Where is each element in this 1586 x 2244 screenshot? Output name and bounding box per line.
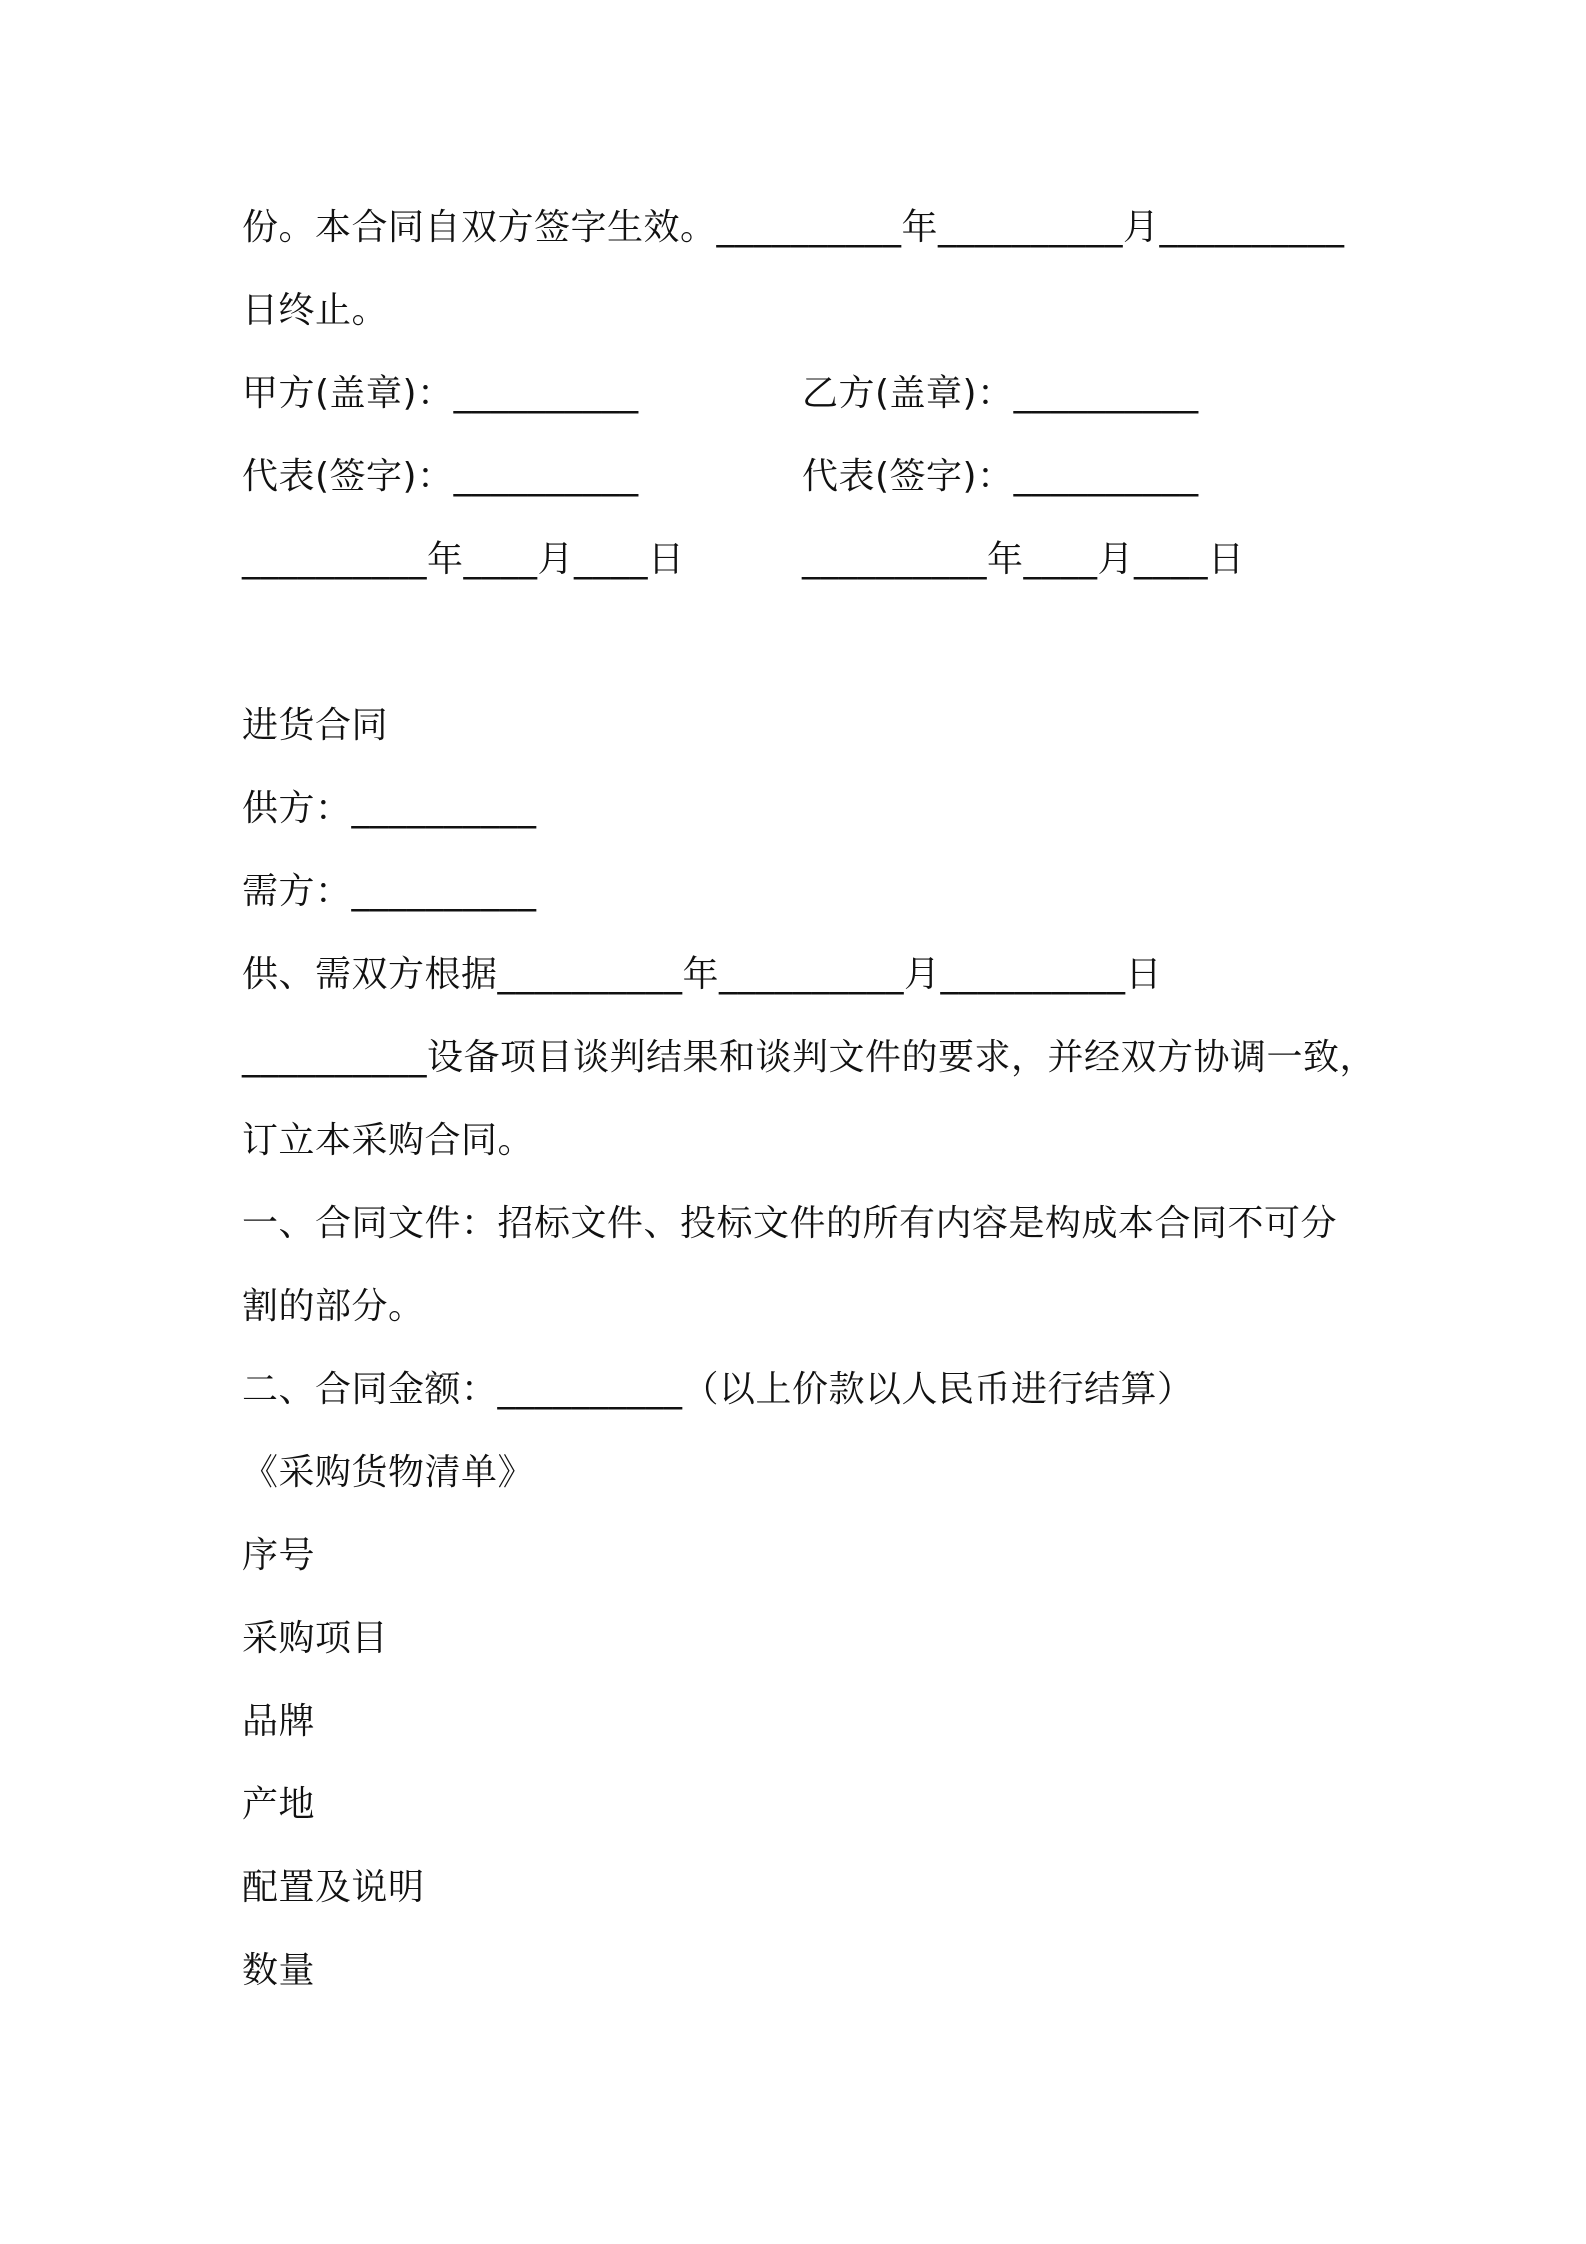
buyer-line: 需方：__________ bbox=[242, 871, 537, 912]
purchase-list-title: 《采购货物清单》 bbox=[242, 1452, 535, 1493]
list-column-origin: 产地 bbox=[242, 1784, 316, 1825]
closing-line-2: 日终止。 bbox=[242, 290, 389, 331]
party-b-rep: 代表(签字)：__________ bbox=[802, 456, 1199, 497]
party-a-seal: 甲方(盖章)：__________ bbox=[242, 373, 639, 414]
clause-1-line-1: 一、合同文件：招标文件、投标文件的所有内容是构成本合同不可分 bbox=[242, 1203, 1338, 1244]
list-column-serial: 序号 bbox=[242, 1535, 316, 1576]
party-a-date: __________年____月____日 bbox=[242, 539, 685, 580]
closing-line-1: 份。本合同自双方签字生效。__________年__________月__________ bbox=[242, 207, 1345, 248]
list-column-item: 采购项目 bbox=[242, 1618, 389, 1659]
list-column-brand: 品牌 bbox=[242, 1701, 316, 1742]
supplier-line: 供方：__________ bbox=[242, 788, 537, 829]
basis-line-1: 供、需双方根据__________年__________月__________日 bbox=[242, 954, 1163, 995]
clause-1-line-2: 割的部分。 bbox=[242, 1286, 425, 1327]
clause-2: 二、合同金额：__________（以上价款以人民币进行结算） bbox=[242, 1369, 1194, 1410]
contract-title: 进货合同 bbox=[242, 705, 389, 746]
list-column-quantity: 数量 bbox=[242, 1950, 316, 1991]
party-b-date: __________年____月____日 bbox=[802, 539, 1245, 580]
basis-line-2: __________设备项目谈判结果和谈判文件的要求，并经双方协调一致， bbox=[242, 1037, 1377, 1078]
party-a-rep: 代表(签字)：__________ bbox=[242, 456, 639, 497]
list-column-config: 配置及说明 bbox=[242, 1867, 425, 1908]
party-b-seal: 乙方(盖章)：__________ bbox=[802, 373, 1199, 414]
basis-line-3: 订立本采购合同。 bbox=[242, 1120, 535, 1161]
